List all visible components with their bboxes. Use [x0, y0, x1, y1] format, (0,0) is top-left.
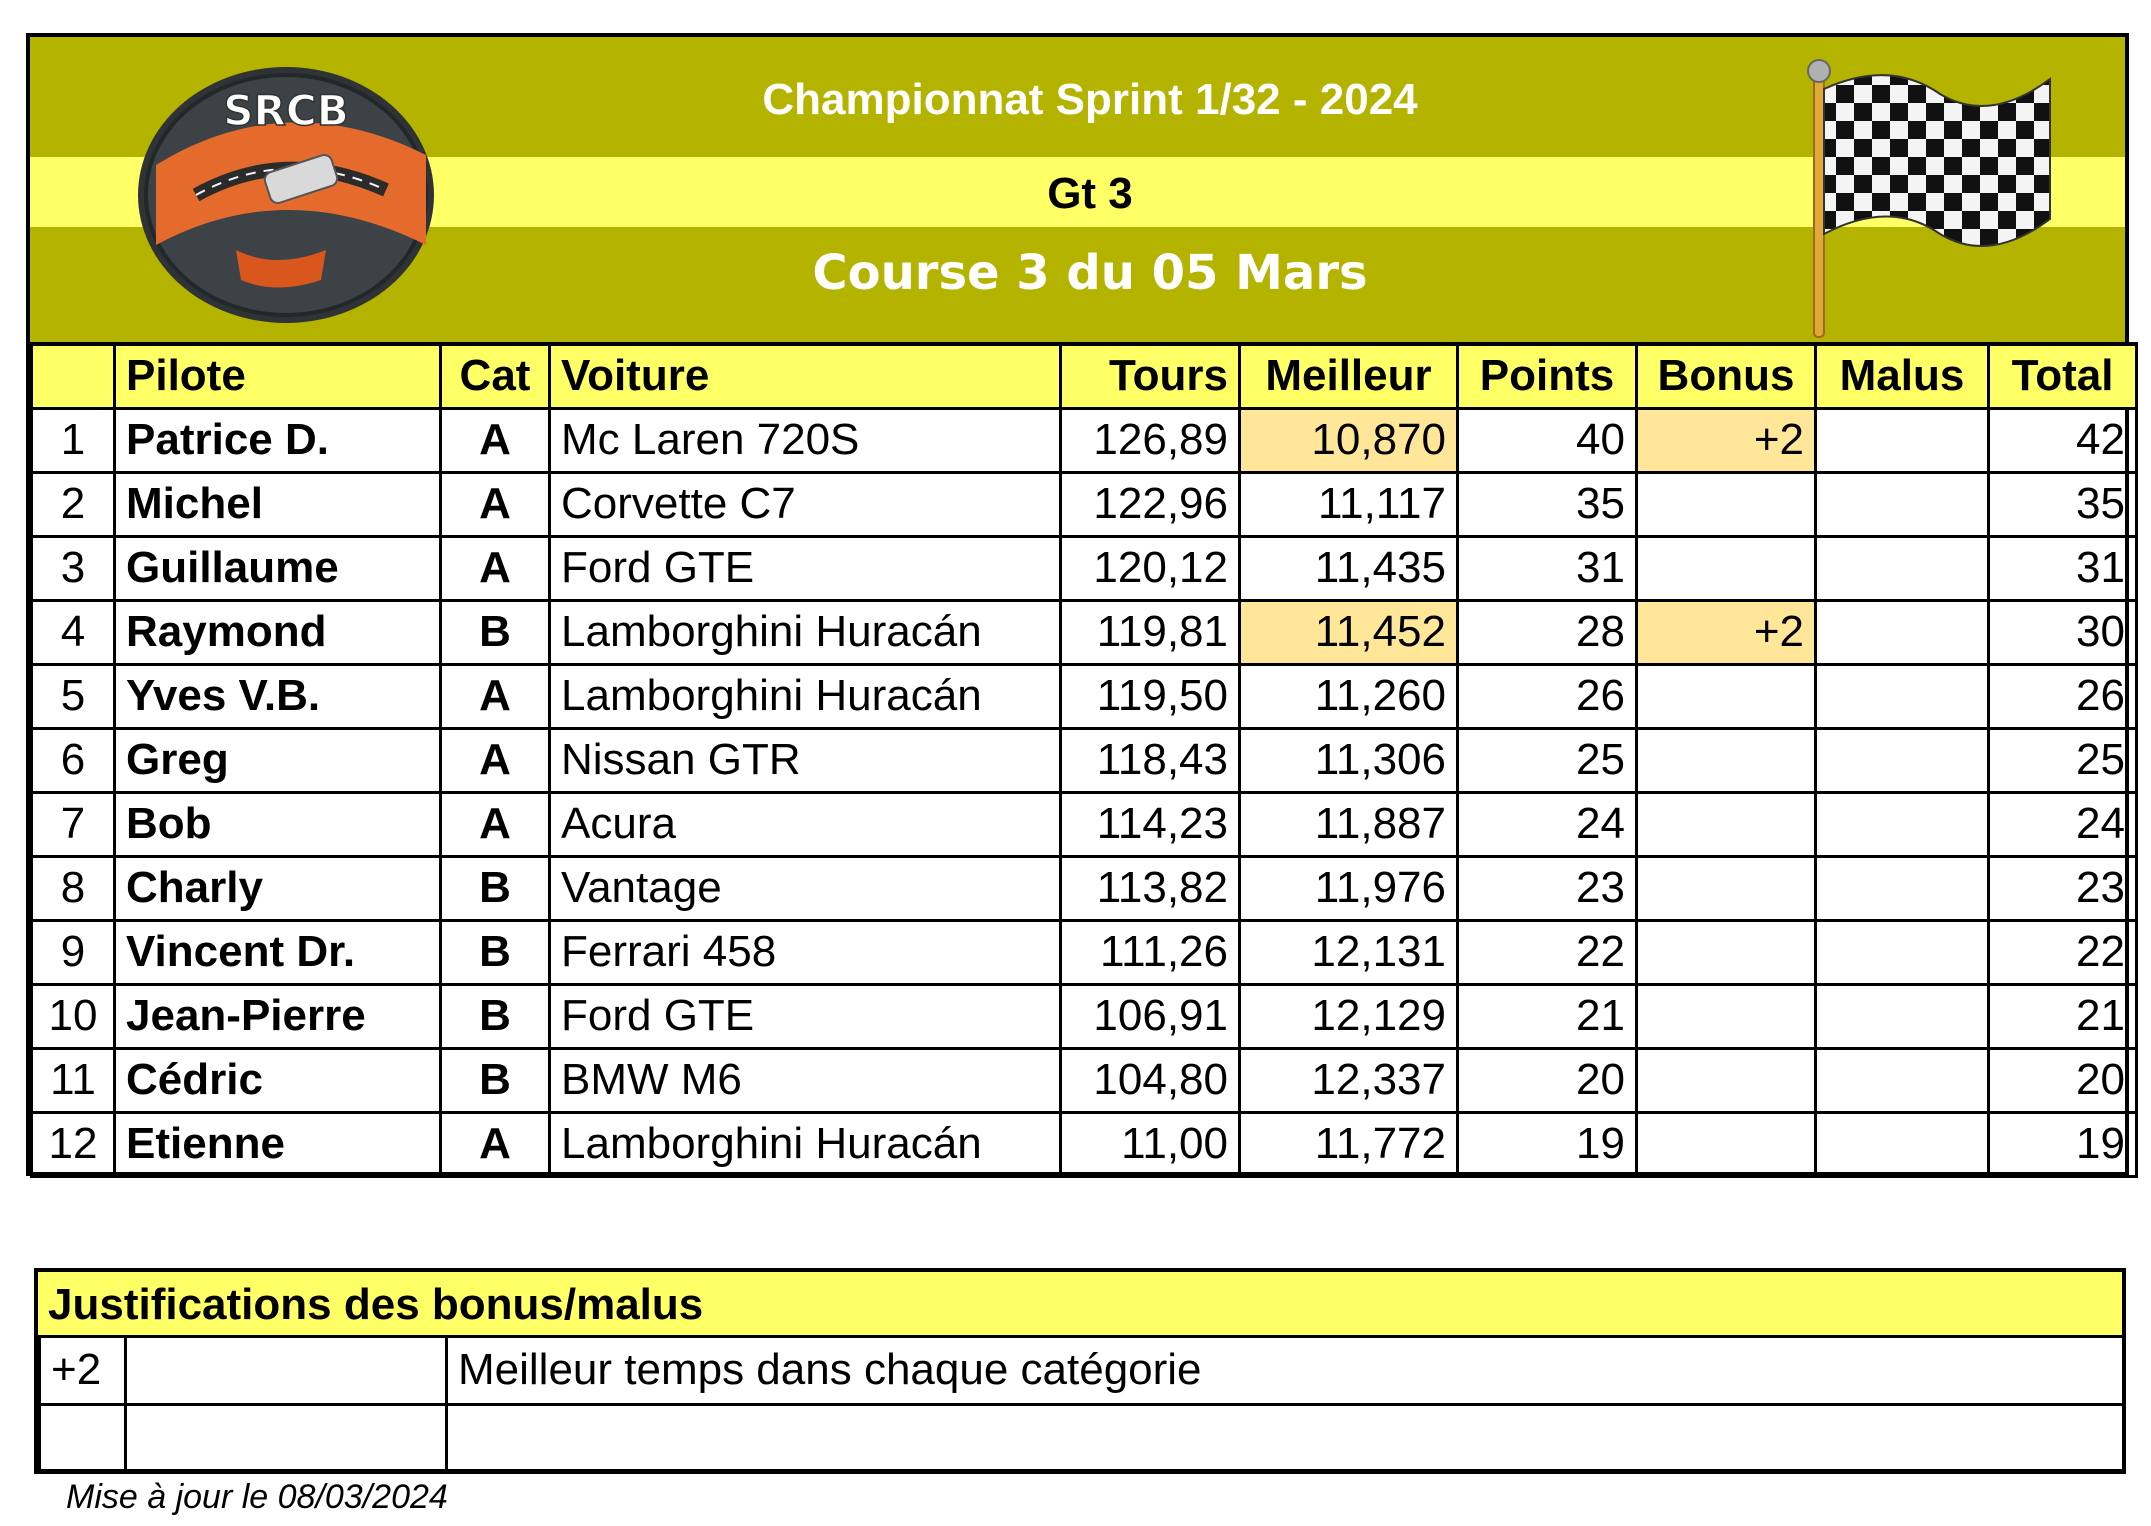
cell-tours: 114,23 [1061, 792, 1240, 856]
justifications-title: Justifications des bonus/malus [38, 1272, 2122, 1338]
cell-meilleur: 11,435 [1240, 536, 1458, 600]
cell-malus [1816, 856, 1989, 920]
cell-total: 22 [1989, 920, 2137, 984]
cell-pilote: Greg [115, 728, 441, 792]
cell-voiture: Ford GTE [550, 984, 1061, 1048]
cell-voiture: Nissan GTR [550, 728, 1061, 792]
update-note: Mise à jour le 08/03/2024 [66, 1478, 448, 1516]
cell-total: 21 [1989, 984, 2137, 1048]
cell-pilote: Raymond [115, 600, 441, 664]
cell-total: 25 [1989, 728, 2137, 792]
cell-pos: 4 [32, 600, 115, 664]
results-sheet [26, 33, 2129, 1176]
cell-bonus [1637, 792, 1816, 856]
justifications-table [38, 1338, 2125, 1472]
justification-text: Meilleur temps dans chaque catégorie [447, 1338, 2124, 1404]
col-tours: Tours [1061, 344, 1240, 408]
cell-tours: 11,00 [1061, 1112, 1240, 1176]
cell-pos: 8 [32, 856, 115, 920]
justification-code: +2 [40, 1338, 126, 1404]
cell-voiture: Vantage [550, 856, 1061, 920]
cell-pilote: Cédric [115, 1048, 441, 1112]
cell-bonus [1637, 1112, 1816, 1176]
race-title: Course 3 du 05 Mars [812, 245, 1368, 301]
cell-pilote: Yves V.B. [115, 664, 441, 728]
cell-pilote: Guillaume [115, 536, 441, 600]
cell-bonus [1637, 1048, 1816, 1112]
cell-points: 22 [1458, 920, 1637, 984]
cell-meilleur: 11,260 [1240, 664, 1458, 728]
cell-meilleur: 11,452 [1240, 600, 1458, 664]
cell-cat: B [441, 856, 550, 920]
col-points: Points [1458, 344, 1637, 408]
cell-cat: B [441, 1048, 550, 1112]
cell-points: 24 [1458, 792, 1637, 856]
cell-points: 25 [1458, 728, 1637, 792]
justification-row [40, 1404, 2124, 1470]
cell-pos: 7 [32, 792, 115, 856]
cell-voiture: BMW M6 [550, 1048, 1061, 1112]
cell-points: 31 [1458, 536, 1637, 600]
table-row [32, 856, 2137, 920]
cell-voiture: Mc Laren 720S [550, 408, 1061, 472]
flag-cloth [1824, 75, 2050, 246]
justification-code [40, 1404, 126, 1470]
cell-pilote: Patrice D. [115, 408, 441, 472]
col-pos [32, 344, 115, 408]
cell-total: 19 [1989, 1112, 2137, 1176]
cell-pos: 12 [32, 1112, 115, 1176]
cell-pilote: Charly [115, 856, 441, 920]
cell-bonus [1637, 728, 1816, 792]
cell-cat: A [441, 664, 550, 728]
flag-pole [1814, 79, 1824, 337]
cell-points: 19 [1458, 1112, 1637, 1176]
col-voiture: Voiture [550, 344, 1061, 408]
cell-pilote: Michel [115, 472, 441, 536]
cell-total: 35 [1989, 472, 2137, 536]
standings-table [30, 342, 2138, 1178]
cell-malus [1816, 984, 1989, 1048]
cell-total: 42 [1989, 408, 2137, 472]
justification-row [40, 1338, 2124, 1404]
col-meilleur: Meilleur [1240, 344, 1458, 408]
cell-voiture: Ford GTE [550, 536, 1061, 600]
cell-total: 23 [1989, 856, 2137, 920]
cell-cat: A [441, 472, 550, 536]
cell-cat: B [441, 600, 550, 664]
table-row [32, 1048, 2137, 1112]
cell-tours: 104,80 [1061, 1048, 1240, 1112]
cell-points: 20 [1458, 1048, 1637, 1112]
table-row [32, 984, 2137, 1048]
cell-malus [1816, 472, 1989, 536]
cell-malus [1816, 408, 1989, 472]
logo-lettering: SRCB [223, 86, 349, 135]
cell-pos: 9 [32, 920, 115, 984]
cell-bonus [1637, 472, 1816, 536]
cell-bonus: +2 [1637, 600, 1816, 664]
cell-points: 26 [1458, 664, 1637, 728]
cell-bonus: +2 [1637, 408, 1816, 472]
cell-bonus [1637, 984, 1816, 1048]
cell-meilleur: 11,772 [1240, 1112, 1458, 1176]
cell-voiture: Ferrari 458 [550, 920, 1061, 984]
cell-bonus [1637, 920, 1816, 984]
cell-pilote: Vincent Dr. [115, 920, 441, 984]
cell-points: 28 [1458, 600, 1637, 664]
table-row [32, 408, 2137, 472]
cell-voiture: Corvette C7 [550, 472, 1061, 536]
cell-pos: 3 [32, 536, 115, 600]
cell-pos: 1 [32, 408, 115, 472]
cell-cat: B [441, 920, 550, 984]
col-bonus: Bonus [1637, 344, 1816, 408]
cell-pos: 6 [32, 728, 115, 792]
cell-cat: A [441, 536, 550, 600]
cell-malus [1816, 728, 1989, 792]
cell-tours: 119,50 [1061, 664, 1240, 728]
justifications-block [34, 1268, 2126, 1474]
cell-tours: 118,43 [1061, 728, 1240, 792]
cell-voiture: Lamborghini Huracán [550, 664, 1061, 728]
cell-cat: A [441, 728, 550, 792]
cell-bonus [1637, 536, 1816, 600]
cell-pilote: Bob [115, 792, 441, 856]
cell-cat: A [441, 1112, 550, 1176]
table-row [32, 792, 2137, 856]
cell-malus [1816, 536, 1989, 600]
cell-meilleur: 11,117 [1240, 472, 1458, 536]
cell-tours: 126,89 [1061, 408, 1240, 472]
cell-tours: 122,96 [1061, 472, 1240, 536]
col-pilote: Pilote [115, 344, 441, 408]
table-row [32, 536, 2137, 600]
cell-voiture: Lamborghini Huracán [550, 1112, 1061, 1176]
cell-pos: 11 [32, 1048, 115, 1112]
cell-malus [1816, 1048, 1989, 1112]
cell-voiture: Acura [550, 792, 1061, 856]
cell-bonus [1637, 856, 1816, 920]
checkered-flag-icon [1800, 49, 2060, 339]
col-malus: Malus [1816, 344, 1989, 408]
cell-tours: 119,81 [1061, 600, 1240, 664]
table-row [32, 1112, 2137, 1176]
cell-total: 31 [1989, 536, 2137, 600]
cell-points: 23 [1458, 856, 1637, 920]
cell-malus [1816, 1112, 1989, 1176]
flag-pole-knob [1808, 60, 1830, 82]
col-total: Total [1989, 344, 2137, 408]
cell-voiture: Lamborghini Huracán [550, 600, 1061, 664]
cell-meilleur: 11,306 [1240, 728, 1458, 792]
cell-points: 40 [1458, 408, 1637, 472]
cell-tours: 120,12 [1061, 536, 1240, 600]
cell-malus [1816, 600, 1989, 664]
table-row [32, 728, 2137, 792]
cell-meilleur: 12,337 [1240, 1048, 1458, 1112]
cell-meilleur: 10,870 [1240, 408, 1458, 472]
justification-ref [126, 1338, 447, 1404]
cell-tours: 106,91 [1061, 984, 1240, 1048]
table-row [32, 920, 2137, 984]
cell-tours: 113,82 [1061, 856, 1240, 920]
justification-ref [126, 1404, 447, 1470]
table-row [32, 664, 2137, 728]
cell-tours: 111,26 [1061, 920, 1240, 984]
cell-malus [1816, 664, 1989, 728]
cell-total: 24 [1989, 792, 2137, 856]
cell-bonus [1637, 664, 1816, 728]
cell-pilote: Jean-Pierre [115, 984, 441, 1048]
cell-points: 21 [1458, 984, 1637, 1048]
category-title: Gt 3 [1047, 169, 1133, 218]
table-row [32, 600, 2137, 664]
header-row [32, 344, 2137, 408]
cell-pos: 5 [32, 664, 115, 728]
cell-cat: A [441, 792, 550, 856]
cell-cat: A [441, 408, 550, 472]
cell-total: 30 [1989, 600, 2137, 664]
cell-pos: 10 [32, 984, 115, 1048]
cell-meilleur: 12,131 [1240, 920, 1458, 984]
cell-meilleur: 11,976 [1240, 856, 1458, 920]
justification-text [447, 1404, 2124, 1470]
table-row [32, 472, 2137, 536]
cell-total: 26 [1989, 664, 2137, 728]
cell-cat: B [441, 984, 550, 1048]
championship-title: Championnat Sprint 1/32 - 2024 [762, 75, 1418, 124]
club-logo [126, 45, 446, 325]
cell-pilote: Etienne [115, 1112, 441, 1176]
col-cat: Cat [441, 344, 550, 408]
cell-meilleur: 11,887 [1240, 792, 1458, 856]
cell-pos: 2 [32, 472, 115, 536]
cell-malus [1816, 792, 1989, 856]
cell-total: 20 [1989, 1048, 2137, 1112]
cell-meilleur: 12,129 [1240, 984, 1458, 1048]
cell-points: 35 [1458, 472, 1637, 536]
banner [30, 37, 2125, 342]
cell-malus [1816, 920, 1989, 984]
